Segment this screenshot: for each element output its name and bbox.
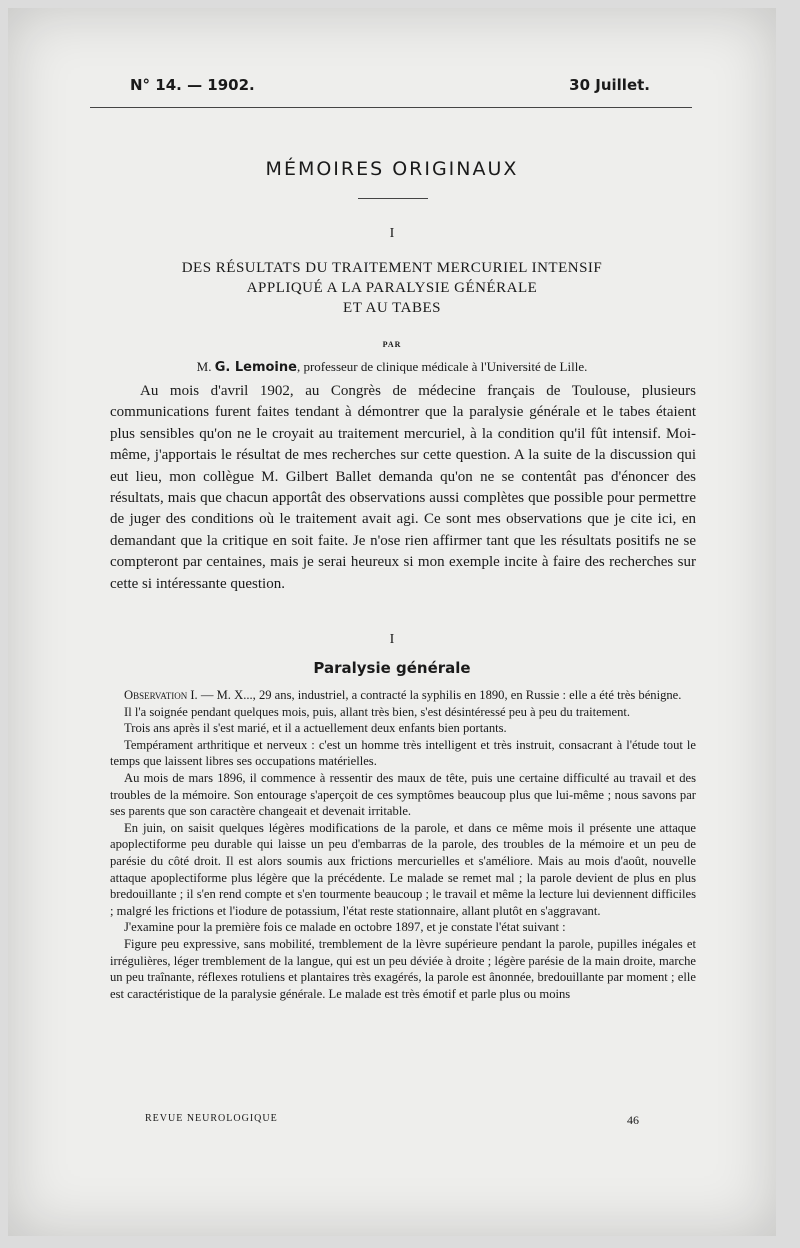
page-footer bbox=[145, 1113, 639, 1127]
title-line: APPLIQUÉ A LA PARALYSIE GÉNÉRALE bbox=[246, 280, 538, 296]
section-divider bbox=[358, 198, 428, 199]
issue-date: 30 Juillet. bbox=[569, 76, 650, 94]
intro-text bbox=[110, 381, 696, 595]
article-numeral: I bbox=[389, 226, 395, 241]
part-numeral: I bbox=[389, 632, 395, 647]
observation-label: Observation I. bbox=[124, 688, 198, 702]
observation-paragraph: En juin, on saisit quelques légères modifications de la parole, et dans ce même mois il présente une attaque apoplectiforme peu durable qui laisse un peu d'embarras de la parole, des troubles de la mémoire et un peu de parésie du côté droit. Il est alors soumis aux frictions mercurielles et s'améliore. Mais au mois d'août, nouvelle attaque apoplectiforme plus légère que la précédente. Le malade se remet mal ; la parole devient de plus en plus bredouillante ; il s'en rend compte et s'en tourmente beaucoup ; le travail et même la lecture lui deviennent difficiles ; malgré les frictions et l'iodure de potassium, l'état reste stationnaire, allant plutôt en s'aggravant. bbox=[110, 820, 696, 918]
author-line bbox=[0, 359, 784, 375]
observation-paragraph: Tempérament arthritique et nerveux : c'est un homme très intelligent et très instruit, consacrant à l'étude tout le temps que laissent libres ses occupations matérielles. bbox=[110, 737, 696, 769]
observation-paragraph: Figure peu expressive, sans mobilité, tremblement de la lèvre supérieure pendant la parole, pupilles inégales et irrégulières, léger tremblement de la langue, qui est un peu déviée à droite ; légère parésie de la main droite, marche un peu traînante, réflexes rotuliens et plantaires très exagérés, la parole est ânonnée, bredouillante par moment ; elle est caractéristique de la paralysie générale. Le malade est très émotif et parle plus ou moins bbox=[110, 936, 696, 1001]
observation-paragraph: J'examine pour la première fois ce malade en octobre 1897, et je constate l'état suivant : bbox=[124, 920, 566, 935]
observation-text bbox=[110, 687, 696, 1002]
journal-name: REVUE NEUROLOGIQUE bbox=[145, 1113, 278, 1124]
by-label: PAR bbox=[382, 340, 402, 349]
title-line: DES RÉSULTATS DU TRAITEMENT MERCURIEL INTENSIF bbox=[181, 260, 603, 276]
observation-paragraph: Il l'a soignée pendant quelques mois, puis, allant très bien, s'est désintéressé peu à peu du traitement. bbox=[124, 704, 631, 719]
page-number: 46 bbox=[627, 1113, 639, 1127]
article-title bbox=[0, 258, 784, 318]
header-divider bbox=[90, 107, 692, 108]
document-page bbox=[8, 8, 776, 1236]
intro-paragraph: Au mois d'avril 1902, au Congrès de médecine français de Toulouse, plusieurs communications furent faites tendant à démontrer que la paralysie générale et le tabes étaient plus sensibles qu'on ne le croyait au traitement mercuriel, à la condition qu'il fût intensif. Moi-même, j'apportais le résultat de mes recherches sur cette question. A la suite de la discussion qui eut lieu, mon collègue M. Gilbert Ballet demanda qu'on ne se contentât pas d'énoncer des résultats, mais que chacun apportât des observations aussi complètes que possible pour permettre de juger des conditions où le traitement avait agi. Ce sont mes observations que je cite ici, en demandant que la critique en soit faite. Je n'ose rien affirmer tant que les résultats positifs ne se compteront par centaines, mais je serai heureux si mon exemple incite à faire des recherches sur cette si intéressante question. bbox=[110, 383, 696, 592]
observation-paragraph: Au mois de mars 1896, il commence à ressentir des maux de tête, puis une certaine difficulté au travail et des troubles de la mémoire. Son entourage s'aperçoit de ces symptômes beaucoup plus que lui-même ; nous savons par ses parents que son caractère changeait et devenait irritable. bbox=[110, 770, 696, 819]
author-prefix: M. bbox=[196, 359, 212, 374]
author-affiliation: , professeur de clinique médicale à l'Université de Lille. bbox=[296, 359, 588, 374]
observation-first-text: — M. X..., 29 ans, industriel, a contracté la syphilis en 1890, en Russie : elle a été très bénigne. bbox=[197, 688, 682, 702]
issue-number: N° 14. — 1902. bbox=[130, 76, 255, 94]
section-title: MÉMOIRES ORIGINAUX bbox=[265, 158, 519, 180]
subheading: Paralysie générale bbox=[313, 659, 471, 677]
author-name: G. Lemoine bbox=[214, 360, 297, 375]
observation-paragraph: Trois ans après il s'est marié, et il a actuellement deux enfants bien portants. bbox=[124, 721, 507, 736]
observation-paragraph bbox=[110, 687, 696, 704]
title-line: ET AU TABES bbox=[343, 300, 441, 316]
